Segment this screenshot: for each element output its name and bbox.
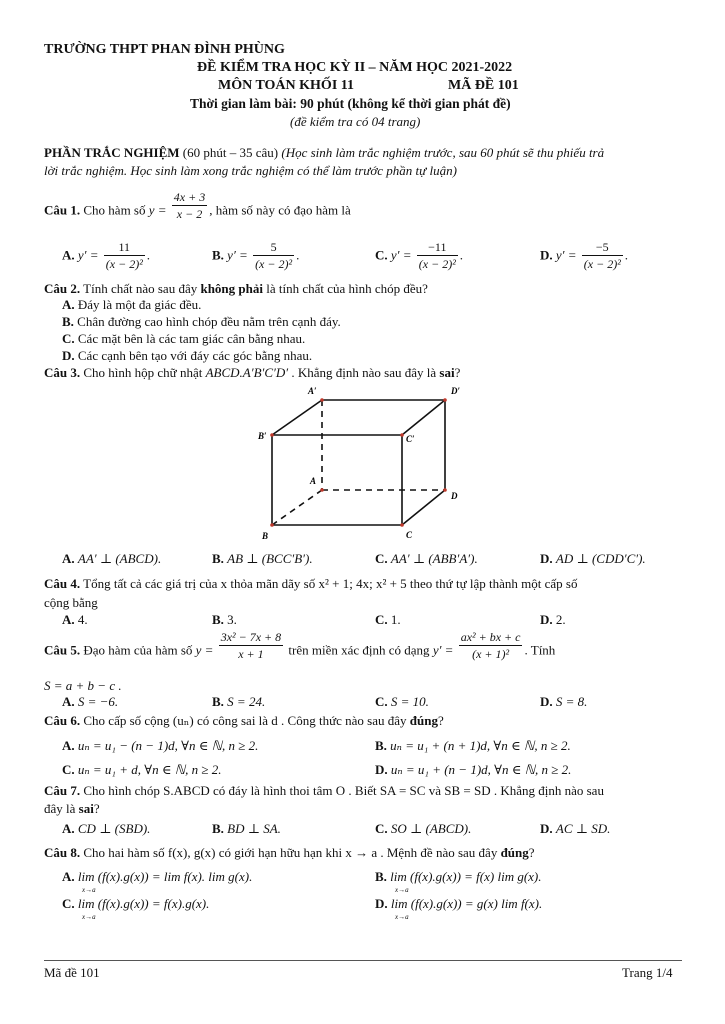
q5-option-a[interactable]: A. S = −6. bbox=[62, 694, 119, 709]
q4-option-c[interactable]: C. 1. bbox=[375, 612, 401, 627]
q2-option-c[interactable]: C. Các mặt bên là các tam giác cân bằng nhau. bbox=[62, 331, 306, 346]
q5-option-d[interactable]: D. S = 8. bbox=[540, 694, 588, 709]
label-c1: C′ bbox=[406, 434, 415, 444]
q6-option-b[interactable]: B. uₙ = u₁ + (n + 1)d, ∀n ∈ ℕ, n ≥ 2. bbox=[375, 738, 571, 753]
q8-option-c[interactable]: C. lim (f(x).g(x)) = f(x).g(x). x→a bbox=[62, 896, 210, 921]
point-c1 bbox=[400, 433, 404, 437]
q8-option-d[interactable]: D. lim (f(x).g(x)) = g(x) lim f(x). x→a bbox=[375, 896, 543, 921]
question-3: Câu 3. Cho hình hộp chữ nhật ABCD.A′B′C′D′ . Khẳng định nào sau đây là sai? bbox=[44, 365, 461, 380]
school-name: TRƯỜNG THPT PHAN ĐÌNH PHÙNG bbox=[44, 42, 285, 57]
footer-exam-code: Mã đề 101 bbox=[44, 965, 100, 980]
q5-option-c[interactable]: C. S = 10. bbox=[375, 694, 429, 709]
point-d1 bbox=[443, 398, 447, 402]
q4-option-b[interactable]: B. 3. bbox=[212, 612, 237, 627]
point-a bbox=[320, 488, 324, 492]
exam-title: ĐỀ KIỂM TRA HỌC KỲ II – NĂM HỌC 2021-2022 bbox=[197, 60, 513, 75]
label-b1: B′ bbox=[258, 431, 267, 441]
question-4-cont: cộng bằng bbox=[44, 595, 98, 610]
label-a: A bbox=[310, 476, 317, 486]
edge-ab-hidden bbox=[272, 490, 322, 525]
q3-option-d[interactable]: D. AD ⊥ (CDD′C′). bbox=[540, 551, 646, 566]
box-figure bbox=[250, 383, 480, 548]
q7-option-d[interactable]: D. AC ⊥ SD. bbox=[540, 821, 611, 836]
q8-option-b[interactable]: B. lim (f(x).g(x)) = f(x) lim g(x). x→a bbox=[375, 869, 542, 894]
edge-a1b1 bbox=[272, 400, 322, 435]
q4-option-d[interactable]: D. 2. bbox=[540, 612, 566, 627]
q3-option-b[interactable]: B. AB ⊥ (BCC′B′). bbox=[212, 551, 313, 566]
q2-option-d[interactable]: D. Các cạnh bên tạo với đáy các góc bằng nhau. bbox=[62, 348, 313, 363]
edge-cd bbox=[402, 490, 445, 525]
label-b: B bbox=[262, 531, 269, 541]
q8-option-a[interactable]: A. lim (f(x).g(x)) = lim f(x). lim g(x). x→a bbox=[62, 869, 253, 894]
page-count-note: (đề kiểm tra có 04 trang) bbox=[290, 114, 421, 129]
q2-option-a[interactable]: A. Đáy là một đa giác đều. bbox=[62, 297, 202, 312]
section-heading: PHẦN TRẮC NGHIỆM (60 phút – 35 câu) (Học sinh làm trắc nghiệm trước, sau 60 phút sẽ thu phiếu trả bbox=[44, 145, 605, 160]
q7-option-a[interactable]: A. CD ⊥ (SBD). bbox=[62, 821, 151, 836]
edge-d1c1 bbox=[402, 400, 445, 435]
q6-option-a[interactable]: A. uₙ = u₁ − (n − 1)d, ∀n ∈ ℕ, n ≥ 2. bbox=[62, 738, 259, 753]
point-b bbox=[270, 523, 274, 527]
question-7: Câu 7. Cho hình chóp S.ABCD có đáy là hình thoi tâm O . Biết SA = SC và SB = SD . Khẳng định nào sau bbox=[44, 783, 604, 798]
point-c bbox=[400, 523, 404, 527]
question-6: Câu 6. Cho cấp số cộng (uₙ) có công sai là d . Công thức nào sau đây đúng? bbox=[44, 713, 444, 728]
q1-option-a[interactable]: A. y′ = $\frac{11}{\text{(x − 2)²}}$ . bbox=[62, 240, 151, 271]
question-7-cont: đây là sai? bbox=[44, 801, 100, 816]
question-4: Câu 4. Tổng tất cả các giá trị của x thỏa mãn dãy số x² + 1; 4x; x² + 5 theo thứ tự lập thành một cấp số bbox=[44, 576, 578, 591]
point-b1 bbox=[270, 433, 274, 437]
exam-code: MÃ ĐỀ 101 bbox=[448, 78, 519, 93]
q5-option-b[interactable]: B. S = 24. bbox=[212, 694, 266, 709]
q6-option-d[interactable]: D. uₙ = u₁ + (n − 1)d, ∀n ∈ ℕ, n ≥ 2. bbox=[375, 762, 572, 777]
q1-option-b[interactable]: B. y′ = $\frac{5}{\text{(x − 2)²}}$ . bbox=[212, 240, 300, 271]
question-8: Câu 8. Cho hai hàm số f(x), g(x) có giới hạn hữu hạn khi x → a . Mệnh đề nào sau đây đúng? bbox=[44, 845, 535, 860]
q7-option-c[interactable]: C. SO ⊥ (ABCD). bbox=[375, 821, 472, 836]
q6-option-c[interactable]: C. uₙ = u₁ + d, ∀n ∈ ℕ, n ≥ 2. bbox=[62, 762, 222, 777]
exam-duration: Thời gian làm bài: 90 phút (không kể thời gian phát đề) bbox=[190, 96, 511, 111]
question-5-cont: S = a + b − c . bbox=[44, 678, 122, 693]
point-d bbox=[443, 488, 447, 492]
question-2: Câu 2. Tính chất nào sau đây không phải là tính chất của hình chóp đều? bbox=[44, 281, 428, 296]
label-a1: A′ bbox=[308, 386, 317, 396]
section-note: lời trắc nghiệm. Học sinh làm xong trắc nghiệm có thể làm trước phần tự luận) bbox=[44, 163, 457, 178]
question-1: Câu 1. Cho hàm số y = $\frac{4x + 3}{x - 2}$ , hàm số này có đạo hàm là bbox=[44, 190, 351, 221]
q7-option-b[interactable]: B. BD ⊥ SA. bbox=[212, 821, 281, 836]
q4-option-a[interactable]: A. 4. bbox=[62, 612, 88, 627]
subject-title: MÔN TOÁN KHỐI 11 bbox=[218, 78, 355, 93]
label-d: D bbox=[451, 491, 458, 501]
q3-option-c[interactable]: C. AA′ ⊥ (ABB′A′). bbox=[375, 551, 478, 566]
q3-option-a[interactable]: A. AA′ ⊥ (ABCD). bbox=[62, 551, 162, 566]
footer-divider bbox=[44, 960, 682, 961]
point-a1 bbox=[320, 398, 324, 402]
label-d1: D′ bbox=[451, 386, 461, 396]
q1-option-c[interactable]: C. y′ = $\frac{-11}{\text{(x − 2)²}}$ . bbox=[375, 240, 464, 271]
label-c: C bbox=[406, 530, 413, 540]
question-5: Câu 5. Đạo hàm của hàm số y = $\frac{\text{3x² − 7x + 8}}{x + 1}$ trên miền xác định có dạng y′ = $\frac{\text{ax² + bx + c}}{\text{(x + 1)²}}$ . Tính bbox=[44, 630, 556, 661]
q2-option-b[interactable]: B. Chân đường cao hình chóp đều nằm trên cạnh đáy. bbox=[62, 314, 341, 329]
fraction: $\frac{4x + 3}{x - 2}$ bbox=[173, 190, 206, 221]
footer-page-number: Trang 1/4 bbox=[622, 965, 673, 980]
q1-option-d[interactable]: D. y′ = $\frac{-5}{\text{(x − 2)²}}$ . bbox=[540, 240, 629, 271]
